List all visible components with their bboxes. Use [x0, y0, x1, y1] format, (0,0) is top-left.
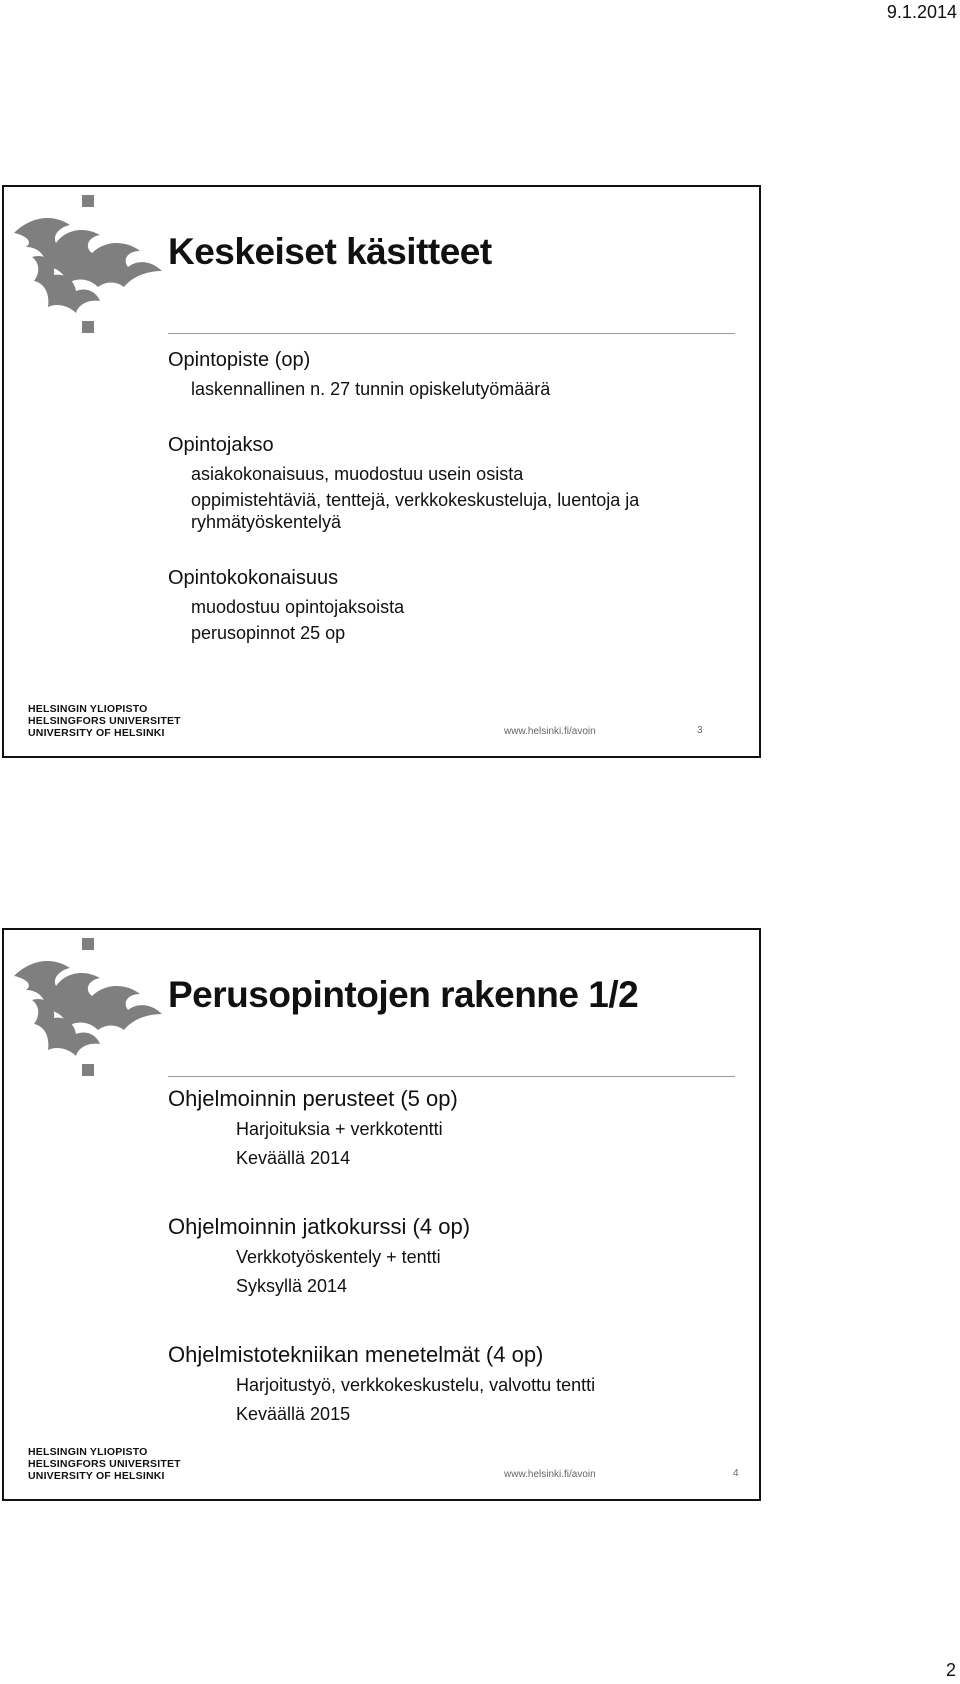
page-date: 9.1.2014	[886, 2, 957, 22]
slide	[2, 928, 761, 1501]
footer-url: www.helsinki.fi/avoin	[504, 1469, 596, 1480]
slide	[2, 185, 761, 758]
section-detail: Harjoitustyö, verkkokeskustelu, valvottu tentti	[236, 1375, 596, 1395]
slide-title: Perusopintojen rakenne 1/2	[168, 974, 639, 1015]
section-detail: Syksyllä 2014	[236, 1276, 348, 1296]
title-divider	[168, 1076, 735, 1077]
section-term: Opintojakso	[168, 434, 274, 456]
flame-logo-icon	[12, 195, 164, 333]
slide-title: Keskeiset käsitteet	[168, 231, 492, 272]
slide-body	[168, 1084, 739, 1428]
section-term: Ohjelmoinnin jatkokurssi (4 op)	[168, 1214, 471, 1239]
section-term: Ohjelmistotekniikan menetelmät (4 op)	[168, 1342, 544, 1367]
slide-body	[168, 347, 739, 644]
section-detail: oppimistehtäviä, tenttejä, verkkokeskusteluja, luentoja ja ryhmätyöskentelyä	[191, 490, 640, 532]
page-number: 2	[945, 1660, 956, 1680]
section-detail: asiakokonaisuus, muodostuu usein osista	[191, 464, 524, 484]
section-detail: Keväällä 2014	[236, 1148, 351, 1168]
title-divider	[168, 333, 735, 334]
slide-number: 3	[697, 725, 703, 736]
section-detail: perusopinnot 25 op	[191, 623, 346, 643]
section-term: Opintokokonaisuus	[168, 567, 339, 589]
flame-logo-icon	[12, 938, 164, 1076]
section-detail: Keväällä 2015	[236, 1404, 351, 1424]
section-detail: Verkkotyöskentely + tentti	[236, 1247, 441, 1267]
section-detail: Harjoituksia + verkkotentti	[236, 1119, 443, 1139]
section-detail: muodostuu opintojaksoista	[191, 597, 405, 617]
slide-number: 4	[733, 1468, 739, 1479]
section-detail: laskennallinen n. 27 tunnin opiskelutyömäärä	[191, 379, 551, 399]
footer-url: www.helsinki.fi/avoin	[504, 726, 596, 737]
section-term: Ohjelmoinnin perusteet (5 op)	[168, 1086, 458, 1111]
university-name: HELSINGIN YLIOPISTO HELSINGFORS UNIVERSITET UNIVERSITY OF HELSINKI	[28, 1446, 181, 1482]
university-name: HELSINGIN YLIOPISTO HELSINGFORS UNIVERSITET UNIVERSITY OF HELSINKI	[28, 703, 181, 739]
section-term: Opintopiste (op)	[168, 349, 311, 371]
